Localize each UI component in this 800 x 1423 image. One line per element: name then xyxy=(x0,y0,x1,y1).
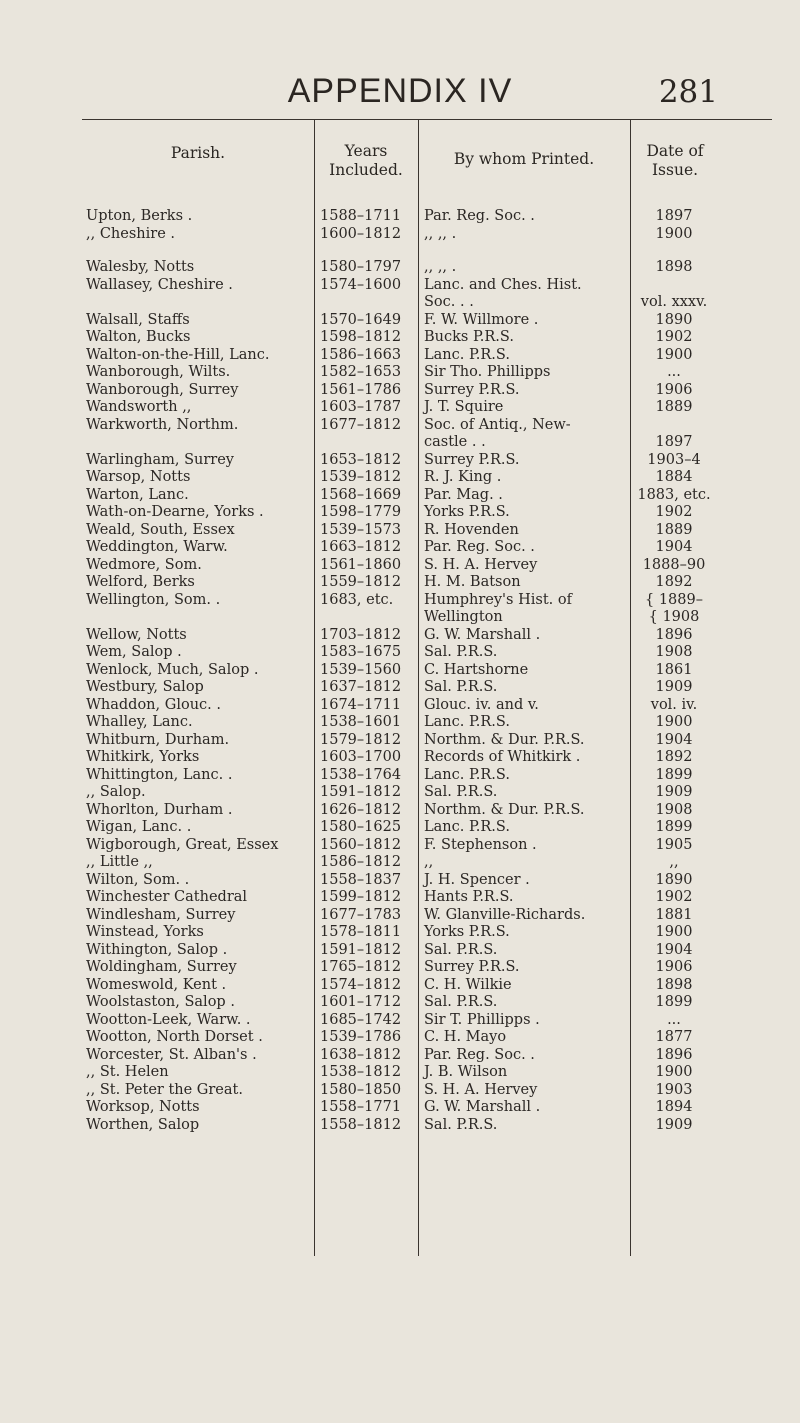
table-cell-parish: Womeswold, Kent . xyxy=(86,977,227,993)
table-cell-years: 1598–1812 xyxy=(320,329,402,345)
table-cell-parish: Wanborough, Wilts. xyxy=(86,364,231,380)
table-cell-years: 1586–1663 xyxy=(320,347,402,363)
table-top-rule xyxy=(82,119,772,120)
table-cell-date: 1902 xyxy=(655,329,693,345)
table-cell-years: 1539–1573 xyxy=(320,522,402,538)
table-cell-printer: Sal. P.R.S. xyxy=(424,942,498,958)
table-cell-date: 1900 xyxy=(655,1064,693,1080)
table-cell-parish: Worksop, Notts xyxy=(86,1099,200,1115)
column-header-date-line2: Issue. xyxy=(651,161,699,179)
table-cell-date: 1897 xyxy=(655,208,693,224)
table-cell-parish: Wellow, Notts xyxy=(86,627,187,643)
table-cell-parish: Welford, Berks xyxy=(86,574,195,590)
table-cell-date: 1892 xyxy=(655,749,693,765)
table-cell-printer: Wellington xyxy=(424,609,503,625)
table-cell-years: 1626–1812 xyxy=(320,802,402,818)
table-cell-date: 1897 xyxy=(655,434,693,450)
table-cell-date: 1889 xyxy=(655,399,693,415)
table-cell-parish: Wigan, Lanc. . xyxy=(86,819,192,835)
table-cell-printer: C. Hartshorne xyxy=(424,662,529,678)
column-header-date-line1: Date of xyxy=(646,142,704,160)
column-divider xyxy=(630,119,631,1256)
table-cell-printer: Surrey P.R.S. xyxy=(424,452,520,468)
table-cell-years: 1598–1779 xyxy=(320,504,402,520)
table-cell-printer: H. M. Batson xyxy=(424,574,521,590)
table-cell-date: 1900 xyxy=(655,226,693,242)
table-cell-years: 1539–1560 xyxy=(320,662,402,678)
table-cell-years: 1538–1764 xyxy=(320,767,402,783)
table-cell-printer: ,, ,, . xyxy=(424,226,457,242)
table-cell-printer: S. H. A. Hervey xyxy=(424,1082,538,1098)
table-cell-years: 1591–1812 xyxy=(320,784,402,800)
table-cell-date: 1903–4 xyxy=(647,452,701,468)
table-cell-printer: Lanc. P.R.S. xyxy=(424,347,510,363)
table-cell-years: 1603–1787 xyxy=(320,399,402,415)
table-cell-parish: Worcester, St. Alban's . xyxy=(86,1047,257,1063)
table-cell-parish: Weald, South, Essex xyxy=(86,522,235,538)
table-cell-years: 1685–1742 xyxy=(320,1012,402,1028)
table-cell-parish: Wem, Salop . xyxy=(86,644,182,660)
table-cell-years: 1574–1812 xyxy=(320,977,402,993)
table-cell-parish: Walton-on-the-Hill, Lanc. xyxy=(86,347,270,363)
table-cell-date: 1899 xyxy=(655,819,693,835)
table-cell-parish: Wenlock, Much, Salop . xyxy=(86,662,259,678)
running-head xyxy=(0,72,800,112)
table-cell-parish: ,, Little ,, xyxy=(86,854,153,870)
table-cell-years: 1663–1812 xyxy=(320,539,402,555)
table-cell-parish: Walesby, Notts xyxy=(86,259,195,275)
table-cell-years: 1588–1711 xyxy=(320,208,402,224)
table-cell-parish: Warkworth, Northm. xyxy=(86,417,239,433)
table-cell-printer: Soc. . . xyxy=(424,294,474,310)
table-cell-date: 1877 xyxy=(655,1029,693,1045)
table-cell-parish: Whittington, Lanc. . xyxy=(86,767,233,783)
table-cell-printer: ,, ,, . xyxy=(424,259,457,275)
table-cell-printer: Lanc. P.R.S. xyxy=(424,714,510,730)
table-cell-parish: Wanborough, Surrey xyxy=(86,382,239,398)
table-cell-parish: Wellington, Som. . xyxy=(86,592,221,608)
table-cell-parish: Woldingham, Surrey xyxy=(86,959,237,975)
table-cell-parish: Westbury, Salop xyxy=(86,679,204,695)
table-cell-years: 1586–1812 xyxy=(320,854,402,870)
table-cell-printer: Lanc. P.R.S. xyxy=(424,767,510,783)
table-cell-parish: Walton, Bucks xyxy=(86,329,191,345)
table-cell-printer: Northm. & Dur. P.R.S. xyxy=(424,802,585,818)
table-cell-years: 1579–1812 xyxy=(320,732,402,748)
table-cell-printer: Lanc. and Ches. Hist. xyxy=(424,277,582,293)
table-cell-years: 1539–1786 xyxy=(320,1029,402,1045)
table-cell-date: 1906 xyxy=(655,382,693,398)
table-cell-printer: Sir Tho. Phillipps xyxy=(424,364,551,380)
table-cell-date: 1902 xyxy=(655,504,693,520)
table-cell-printer: R. Hovenden xyxy=(424,522,519,538)
table-cell-date: 1909 xyxy=(655,679,693,695)
table-cell-parish: Wath-on-Dearne, Yorks . xyxy=(86,504,264,520)
table-cell-printer: Sal. P.R.S. xyxy=(424,784,498,800)
table-cell-date: ... xyxy=(667,364,681,380)
table-cell-years: 1600–1812 xyxy=(320,226,402,242)
table-cell-years: 1599–1812 xyxy=(320,889,402,905)
table-cell-years: 1591–1812 xyxy=(320,942,402,958)
table-cell-printer: Yorks P.R.S. xyxy=(424,924,510,940)
table-cell-years: 1583–1675 xyxy=(320,644,402,660)
table-cell-printer: Par. Reg. Soc. . xyxy=(424,539,535,555)
table-cell-years: 1561–1786 xyxy=(320,382,402,398)
table-cell-years: 1638–1812 xyxy=(320,1047,402,1063)
table-cell-printer: Par. Reg. Soc. . xyxy=(424,208,535,224)
table-cell-years: 1703–1812 xyxy=(320,627,402,643)
table-cell-date: ... xyxy=(667,1012,681,1028)
table-cell-printer: Sal. P.R.S. xyxy=(424,1117,498,1133)
table-cell-date: vol. xxxv. xyxy=(640,294,708,310)
table-cell-date: 1908 xyxy=(655,802,693,818)
table-cell-date: 1902 xyxy=(655,889,693,905)
table-cell-printer: Sir T. Phillipps . xyxy=(424,1012,540,1028)
table-cell-parish: Whaddon, Glouc. . xyxy=(86,697,221,713)
table-cell-parish: Windlesham, Surrey xyxy=(86,907,236,923)
table-cell-parish: Warlingham, Surrey xyxy=(86,452,234,468)
table-cell-printer: Par. Mag. . xyxy=(424,487,503,503)
table-cell-printer: Surrey P.R.S. xyxy=(424,382,520,398)
column-divider xyxy=(418,119,419,1256)
table-cell-printer: Surrey P.R.S. xyxy=(424,959,520,975)
table-cell-years: 1558–1837 xyxy=(320,872,402,888)
table-cell-date: 1905 xyxy=(655,837,693,853)
table-cell-years: 1568–1669 xyxy=(320,487,402,503)
table-cell-printer: J. B. Wilson xyxy=(424,1064,508,1080)
table-cell-parish: ,, St. Peter the Great. xyxy=(86,1082,243,1098)
table-cell-years: 1578–1811 xyxy=(320,924,402,940)
table-cell-parish: ,, St. Helen xyxy=(86,1064,169,1080)
page-number: 281 xyxy=(658,74,718,110)
table-cell-years: 1580–1850 xyxy=(320,1082,402,1098)
table-cell-parish: Wallasey, Cheshire . xyxy=(86,277,233,293)
table-cell-parish: Wandsworth ,, xyxy=(86,399,192,415)
table-cell-date: 1889 xyxy=(655,522,693,538)
table-cell-parish: Winchester Cathedral xyxy=(86,889,248,905)
table-cell-printer: C. H. Wilkie xyxy=(424,977,512,993)
table-cell-printer: Glouc. iv. and v. xyxy=(424,697,539,713)
table-cell-printer: Bucks P.R.S. xyxy=(424,329,514,345)
table-cell-years: 1539–1812 xyxy=(320,469,402,485)
table-cell-date: 1909 xyxy=(655,1117,693,1133)
table-cell-printer: Hants P.R.S. xyxy=(424,889,514,905)
table-cell-printer: W. Glanville-Richards. xyxy=(424,907,586,923)
table-cell-date: ,, xyxy=(669,854,679,870)
table-cell-date: 1890 xyxy=(655,312,693,328)
table-cell-printer: F. Stephenson . xyxy=(424,837,537,853)
column-header-years-line1: Years xyxy=(344,142,388,160)
table-cell-parish: Wigborough, Great, Essex xyxy=(86,837,279,853)
table-cell-printer: R. J. King . xyxy=(424,469,502,485)
table-cell-printer: Sal. P.R.S. xyxy=(424,994,498,1010)
table-cell-parish: Wedmore, Som. xyxy=(86,557,202,573)
table-cell-date: 1888–90 xyxy=(642,557,706,573)
table-cell-date: 1900 xyxy=(655,924,693,940)
table-cell-parish: Warton, Lanc. xyxy=(86,487,189,503)
table-cell-date: 1894 xyxy=(655,1099,693,1115)
table-cell-parish: Upton, Berks . xyxy=(86,208,193,224)
table-cell-years: 1580–1625 xyxy=(320,819,402,835)
table-cell-date: 1900 xyxy=(655,714,693,730)
table-cell-printer: J. T. Squire xyxy=(424,399,504,415)
table-cell-parish: Wootton-Leek, Warw. . xyxy=(86,1012,251,1028)
table-cell-printer: C. H. Mayo xyxy=(424,1029,507,1045)
table-cell-date: 1896 xyxy=(655,1047,693,1063)
table-cell-parish: Whitburn, Durham. xyxy=(86,732,230,748)
table-cell-parish: Worthen, Salop xyxy=(86,1117,200,1133)
table-cell-date: 1861 xyxy=(655,662,693,678)
table-cell-date: 1898 xyxy=(655,977,693,993)
table-cell-date: 1896 xyxy=(655,627,693,643)
table-cell-date: 1883, etc. xyxy=(637,487,711,503)
table-cell-years: 1538–1812 xyxy=(320,1064,402,1080)
table-cell-years: 1677–1783 xyxy=(320,907,402,923)
table-cell-date: 1904 xyxy=(655,942,693,958)
column-divider xyxy=(314,119,315,1256)
table-cell-printer: Lanc. P.R.S. xyxy=(424,819,510,835)
table-cell-years: 1683, etc. xyxy=(320,592,394,608)
table-cell-parish: Wilton, Som. . xyxy=(86,872,190,888)
table-cell-printer: Records of Whitkirk . xyxy=(424,749,581,765)
column-header-years xyxy=(314,142,418,180)
table-cell-date: { 1889– xyxy=(645,592,703,608)
table-cell-date: 1908 xyxy=(655,644,693,660)
table-cell-parish: Wootton, North Dorset . xyxy=(86,1029,263,1045)
table-cell-years: 1653–1812 xyxy=(320,452,402,468)
table-cell-date: 1909 xyxy=(655,784,693,800)
table-cell-date: 1890 xyxy=(655,872,693,888)
table-cell-years: 1558–1812 xyxy=(320,1117,402,1133)
table-cell-printer: ,, xyxy=(424,854,434,870)
table-cell-years: 1580–1797 xyxy=(320,259,402,275)
table-cell-years: 1677–1812 xyxy=(320,417,402,433)
table-cell-printer: F. W. Willmore . xyxy=(424,312,539,328)
table-cell-date: vol. iv. xyxy=(650,697,698,713)
column-header-parish: Parish. xyxy=(170,144,226,162)
table-cell-date: 1899 xyxy=(655,994,693,1010)
appendix-title: APPENDIX IV xyxy=(287,72,513,110)
table-cell-date: 1900 xyxy=(655,347,693,363)
table-cell-years: 1570–1649 xyxy=(320,312,402,328)
table-cell-years: 1574–1600 xyxy=(320,277,402,293)
table-cell-printer: Soc. of Antiq., New- xyxy=(424,417,571,433)
table-cell-parish: Woolstaston, Salop . xyxy=(86,994,235,1010)
table-cell-date: 1906 xyxy=(655,959,693,975)
table-cell-printer: Sal. P.R.S. xyxy=(424,679,498,695)
table-cell-years: 1559–1812 xyxy=(320,574,402,590)
table-cell-date: { 1908 xyxy=(648,609,700,625)
table-cell-date: 1881 xyxy=(655,907,693,923)
table-cell-parish: Whitkirk, Yorks xyxy=(86,749,200,765)
table-cell-years: 1558–1771 xyxy=(320,1099,402,1115)
table-cell-date: 1903 xyxy=(655,1082,693,1098)
table-cell-years: 1560–1812 xyxy=(320,837,402,853)
table-cell-date: 1884 xyxy=(655,469,693,485)
table-cell-years: 1765–1812 xyxy=(320,959,402,975)
table-cell-parish: ,, Salop. xyxy=(86,784,146,800)
table-cell-years: 1603–1700 xyxy=(320,749,402,765)
table-cell-printer: Sal. P.R.S. xyxy=(424,644,498,660)
table-cell-printer: S. H. A. Hervey xyxy=(424,557,538,573)
table-cell-printer: Par. Reg. Soc. . xyxy=(424,1047,535,1063)
table-cell-date: 1898 xyxy=(655,259,693,275)
table-cell-parish: Withington, Salop . xyxy=(86,942,228,958)
table-cell-parish: Whalley, Lanc. xyxy=(86,714,193,730)
table-cell-date: 1904 xyxy=(655,539,693,555)
column-header-printer: By whom Printed. xyxy=(453,150,595,168)
table-cell-printer: Yorks P.R.S. xyxy=(424,504,510,520)
table-cell-years: 1674–1711 xyxy=(320,697,402,713)
table-cell-date: 1904 xyxy=(655,732,693,748)
table-cell-parish: Warsop, Notts xyxy=(86,469,191,485)
column-header-years-line2: Included. xyxy=(329,161,403,179)
table-cell-printer: Northm. & Dur. P.R.S. xyxy=(424,732,585,748)
table-cell-years: 1637–1812 xyxy=(320,679,402,695)
table-cell-parish: Whorlton, Durham . xyxy=(86,802,233,818)
table-cell-years: 1582–1653 xyxy=(320,364,402,380)
column-header-date xyxy=(630,142,720,180)
table-cell-years: 1561–1860 xyxy=(320,557,402,573)
table-cell-printer: J. H. Spencer . xyxy=(424,872,530,888)
table-cell-parish: ,, Cheshire . xyxy=(86,226,175,242)
table-cell-printer: G. W. Marshall . xyxy=(424,1099,541,1115)
table-cell-parish: Winstead, Yorks xyxy=(86,924,204,940)
table-cell-parish: Weddington, Warw. xyxy=(86,539,228,555)
table-cell-parish: Walsall, Staffs xyxy=(86,312,190,328)
table-cell-printer: G. W. Marshall . xyxy=(424,627,541,643)
table-cell-years: 1538–1601 xyxy=(320,714,402,730)
table-cell-printer: Humphrey's Hist. of xyxy=(424,592,572,608)
table-cell-date: 1899 xyxy=(655,767,693,783)
table-cell-printer: castle . . xyxy=(424,434,486,450)
table-cell-date: 1892 xyxy=(655,574,693,590)
table-cell-years: 1601–1712 xyxy=(320,994,402,1010)
